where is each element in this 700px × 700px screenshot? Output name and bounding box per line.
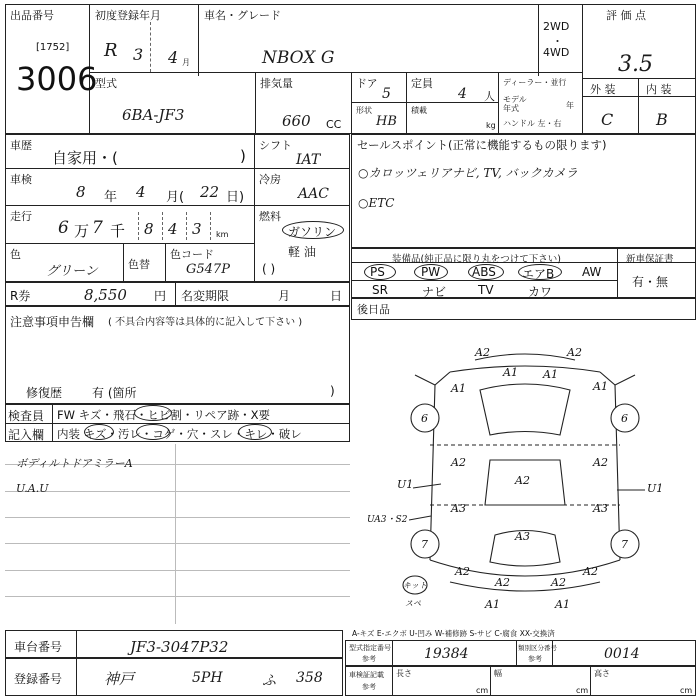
first-reg-year: 3 — [133, 45, 144, 64]
first-reg-month-unit: 月 — [182, 58, 190, 67]
car-damage-diagram — [355, 330, 695, 620]
inspection-year-unit: 年 — [104, 190, 118, 205]
score-value: 3.5 — [618, 52, 653, 77]
mark-a2-rear-center-left: A2 — [495, 576, 510, 589]
length-label: 長さ — [396, 669, 412, 678]
mileage-sen-unit: 千 — [110, 222, 126, 240]
mark-a2-center: A2 — [515, 474, 530, 487]
mark-a2-left: A2 — [451, 456, 466, 469]
mark-a2-rear-right: A2 — [583, 565, 598, 578]
capacity-value: 4 — [458, 86, 467, 102]
drive-2wd: 2WD — [543, 20, 570, 33]
mark-a1-1: A1 — [451, 382, 466, 395]
repair-label: 修復歴 — [26, 386, 63, 400]
equip-sr: SR — [372, 283, 388, 297]
mileage-label: 走行 — [10, 210, 32, 223]
category-value: 0014 — [604, 646, 640, 662]
repaint-label: 色替 — [128, 258, 150, 271]
mark-a2-rear-center-right: A2 — [551, 576, 566, 589]
handle-label: ハンドル 左・右 — [503, 119, 562, 128]
color-code-label: 色コード — [170, 248, 214, 261]
height-cm: cm — [680, 686, 693, 695]
ac-value: AAC — [298, 186, 329, 202]
recycle-row — [5, 282, 350, 306]
fuel-label: 燃料 — [259, 210, 281, 223]
mileage-sen: 7 — [92, 218, 103, 238]
reg-place: 神戸 — [104, 670, 135, 688]
lot-small: [1752] — [36, 42, 70, 53]
ac-label: 冷房 — [259, 173, 281, 186]
mark-wheel-6-right: 6 — [621, 412, 628, 425]
later-date-label: 後日品 — [357, 303, 390, 316]
displacement-label: 排気量 — [260, 77, 293, 90]
chassis-label: 車台番号 — [14, 640, 63, 654]
inspector-row1-label: 検査員 — [8, 409, 45, 423]
history-label: 車歴 — [10, 139, 32, 152]
dealer-label: ディーラー・並行 — [503, 78, 567, 87]
handnote-line1: ボディルトドアミラーA — [16, 457, 133, 470]
history-value: 自家用・( — [52, 149, 118, 167]
mileage-man-unit: 万 — [74, 222, 90, 240]
year-unit: 年 — [566, 101, 574, 110]
sales-points-label: セールスポイント(正常に機能するもの限ります) — [357, 138, 607, 152]
mark-a1-2: A1 — [503, 366, 518, 379]
shape-label: 形状 — [356, 106, 372, 115]
model-year-label: モデル — [503, 95, 527, 104]
exterior-value: C — [601, 110, 614, 129]
equip-navi: ナビ — [422, 285, 447, 299]
load-unit: kg — [486, 121, 496, 130]
equipment-label: 装備品(純正品に限り丸をつけて下さい) — [392, 254, 561, 265]
mark-a3-left: A3 — [451, 502, 466, 515]
height-label: 高さ — [594, 669, 610, 678]
mark-kit: キット — [403, 581, 427, 590]
drive-dot: ・ — [552, 35, 563, 48]
reg-number: 358 — [296, 670, 323, 686]
later-date-block — [351, 298, 696, 320]
mileage-d3: 3 — [192, 220, 202, 238]
spec-value: 19384 — [424, 646, 469, 662]
warranty-label: 新車保証書 — [626, 254, 674, 265]
name-change-day: 日 — [330, 289, 343, 303]
shape-value: HB — [376, 114, 397, 129]
inspection-month-unit: 月( — [166, 190, 185, 205]
exterior-label: 外 装 — [590, 83, 616, 96]
repair-value: 有 (箇所 — [92, 386, 137, 400]
repair-close: ) — [330, 384, 335, 398]
first-reg-month: 4 — [168, 48, 179, 67]
reg-class: 5PH — [192, 670, 223, 686]
inspector-row2-items: 内装 キズ・汚レ・コゲ・穴・スレ・キレ・破レ — [57, 427, 302, 441]
inspection-day-unit: 日) — [226, 190, 245, 205]
inspector-row2-label: 記入欄 — [8, 428, 45, 442]
displacement-value: 660 — [282, 112, 311, 130]
load-label: 積載 — [411, 106, 427, 115]
sales-points-line2: ○ETC — [358, 196, 395, 210]
mark-u1-right: U1 — [647, 482, 664, 495]
inspection-day: 22 — [200, 183, 220, 201]
reg-kana: ふ — [262, 673, 276, 689]
size-label: 車検証記載 — [349, 671, 384, 679]
inspector-row1-items: FW キズ・飛石・ヒビ割・リペア跡・X要 — [57, 408, 271, 422]
notes-hint: ( 不具合内容等は具体的に記入して下さい ) — [108, 317, 303, 328]
equip-tv: TV — [478, 283, 494, 297]
spec-sub: 参考 — [362, 655, 376, 663]
mileage-man: 6 — [58, 218, 69, 238]
mark-a1-4: A1 — [593, 380, 608, 393]
interior-label: 内 装 — [646, 83, 672, 96]
category-sub: 参考 — [528, 655, 542, 663]
mark-spare: スペ — [405, 599, 421, 608]
mark-front-a2-left: A2 — [475, 346, 490, 359]
mark-a3-center: A3 — [515, 530, 530, 543]
inspection-month: 4 — [136, 183, 146, 201]
mark-front-a2-right: A2 — [567, 346, 582, 359]
handnote-line2: U.A.U — [16, 482, 49, 495]
size-sub: 参考 — [362, 683, 376, 691]
inspection-label: 車検 — [10, 173, 32, 186]
name-change-label: 名変期限 — [181, 289, 230, 303]
mileage-unit: km — [216, 230, 229, 239]
capacity-label: 定員 — [411, 77, 433, 90]
lot-number: 3006 — [16, 60, 98, 98]
width-label: 幅 — [494, 669, 502, 678]
doors-label: ドア — [356, 77, 378, 90]
mark-a2-right: A2 — [593, 456, 608, 469]
reg-label: 登録番号 — [14, 672, 63, 686]
sales-points-line1: ○カロッツェリアナビ, TV, バックカメラ — [358, 166, 578, 180]
type-label: 型式 — [95, 77, 117, 90]
mark-a2-rear-left: A2 — [455, 565, 470, 578]
equip-airbag: エアB — [522, 267, 555, 281]
equip-leather: カワ — [528, 285, 553, 299]
score-label: 評 価 点 — [606, 9, 646, 22]
model-value: NBOX G — [262, 48, 335, 68]
mark-wheel-7-left: 7 — [421, 538, 428, 551]
length-cm: cm — [476, 686, 489, 695]
color-value: グリーン — [46, 264, 98, 279]
name-change-month: 月 — [278, 289, 291, 303]
equip-pw: PW — [421, 265, 441, 279]
mark-wheel-6-left: 6 — [421, 412, 428, 425]
chassis-value: JF3-3047P32 — [130, 638, 229, 656]
inspection-year: 8 — [76, 183, 86, 201]
mark-a1-rear-left: A1 — [485, 598, 500, 611]
warranty-value: 有・無 — [632, 275, 669, 289]
lot-label: 出品番号 — [10, 9, 54, 22]
recycle-unit: 円 — [154, 289, 167, 303]
mileage-d1: 8 — [144, 220, 154, 238]
recycle-value: 8,550 — [84, 286, 127, 304]
interior-value: B — [656, 110, 668, 129]
doors-value: 5 — [382, 86, 391, 102]
equip-aw: AW — [582, 265, 602, 279]
recycle-label: R券 — [10, 289, 31, 303]
shift-value: IAT — [296, 152, 321, 168]
legend-text: A-キズ E-エクボ U-凹み W-補修跡 S-サビ C-腐食 XX-交換済 — [352, 629, 555, 638]
mark-a1-rear-right: A1 — [555, 598, 570, 611]
mark-u1-left: U1 — [397, 478, 414, 491]
first-reg-era: R — [104, 40, 118, 61]
model-year-label2: 年式 — [503, 104, 519, 113]
fuel-gasoline: ガソリン — [288, 225, 337, 239]
mark-ua3-s2: UA3・S2 — [367, 515, 408, 525]
mark-a3-right: A3 — [593, 502, 608, 515]
type-value: 6BA-JF3 — [122, 106, 185, 124]
drive-4wd: 4WD — [543, 46, 570, 59]
model-label: 車名・グレード — [204, 9, 281, 22]
first-reg-label: 初度登録年月 — [95, 9, 161, 22]
fuel-diesel: 軽 油 — [288, 245, 316, 259]
notes-label: 注意事項申告欄 — [10, 315, 95, 329]
mileage-d2: 4 — [168, 220, 178, 238]
mark-wheel-7-right: 7 — [621, 538, 628, 551]
equip-abs: ABS — [472, 265, 496, 279]
mark-a1-3: A1 — [543, 368, 558, 381]
width-cm: cm — [576, 686, 589, 695]
history-close: ) — [240, 147, 246, 165]
color-code-value: G547P — [186, 262, 230, 277]
displacement-unit: CC — [326, 118, 342, 131]
fuel-paren: ( ) — [262, 262, 276, 276]
shift-label: シフト — [259, 139, 292, 152]
capacity-unit: 人 — [484, 90, 495, 103]
category-label: 類別区分番号 — [518, 644, 557, 652]
color-label: 色 — [10, 248, 21, 261]
equip-ps: PS — [370, 265, 385, 279]
spec-label: 型式指定番号 — [349, 644, 391, 652]
